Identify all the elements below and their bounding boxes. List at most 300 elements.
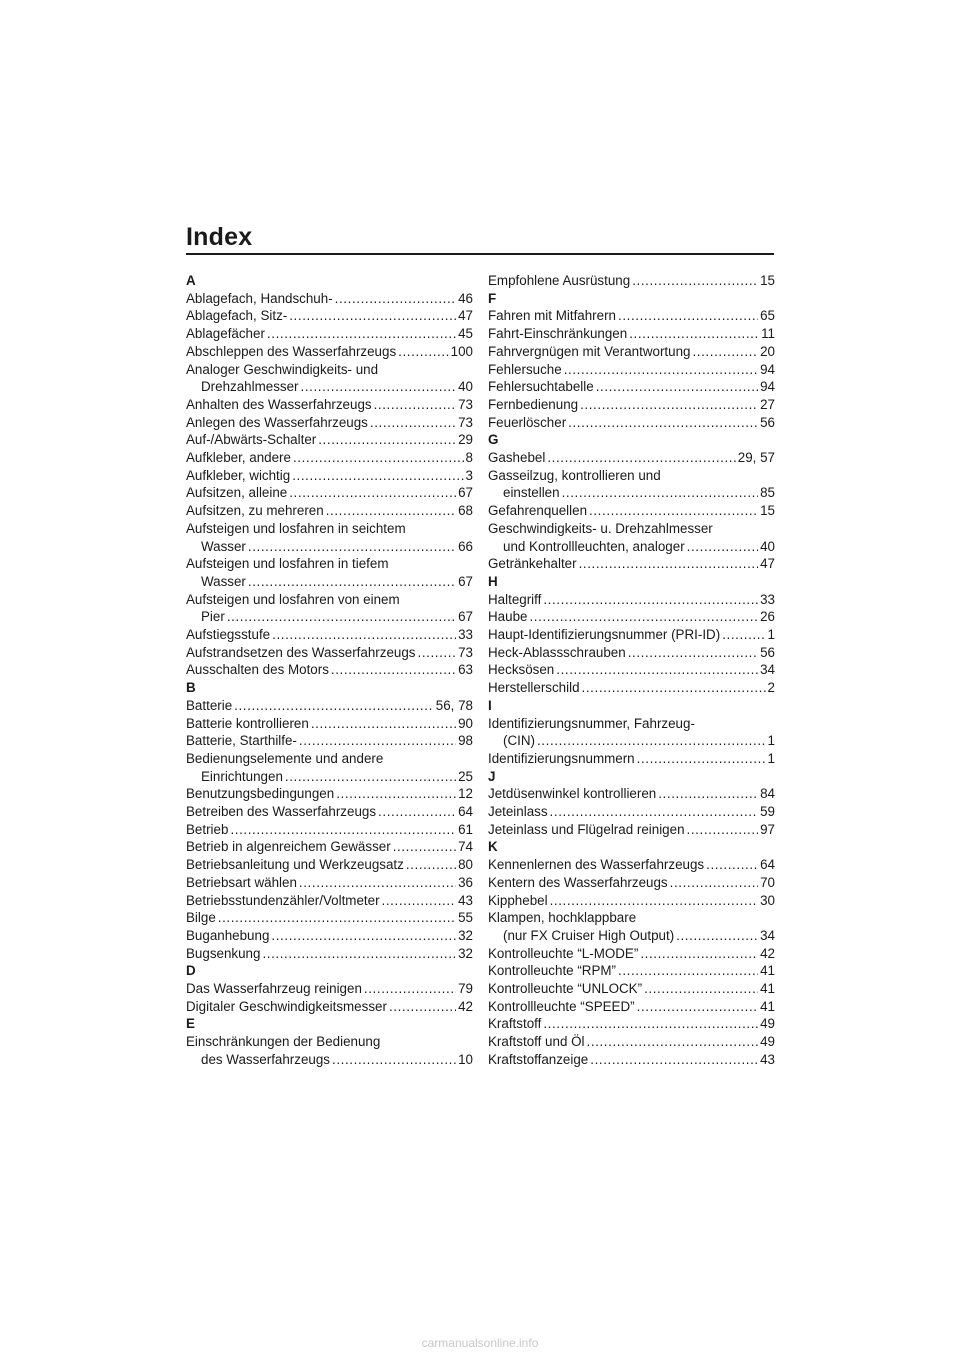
- index-entry-page: 49: [760, 1016, 775, 1032]
- dot-leader: [618, 307, 758, 325]
- index-entry-term: Fahren mit Mitfahrern: [488, 308, 616, 324]
- index-entry-page: 67: [458, 609, 473, 625]
- dot-leader: [550, 892, 759, 910]
- index-column-left: [186, 272, 473, 1069]
- index-entry-page: 34: [760, 662, 775, 678]
- index-entry-term: Wasser: [201, 573, 246, 589]
- index-entry-term: Betriebsart wählen: [186, 874, 297, 890]
- dot-leader: [568, 414, 758, 432]
- index-entry-page: 100: [450, 343, 473, 359]
- dot-leader: [227, 608, 456, 626]
- index-entry: [488, 325, 775, 343]
- index-entry-term: Betrieb: [186, 821, 229, 837]
- index-entry: [488, 821, 775, 839]
- index-entry-heading: Aufsteigen und losfahren in seichtem: [186, 520, 406, 536]
- index-entry-term: Aufsitzen, zu mehreren: [186, 503, 324, 519]
- dot-leader: [706, 856, 758, 874]
- index-entry-term: Jeteinlass: [488, 804, 548, 820]
- index-entry-page: 41: [760, 963, 775, 979]
- index-entry-page: 64: [458, 804, 473, 820]
- index-entry-page: 29, 57: [737, 450, 775, 465]
- index-entry-term: Aufsitzen, alleine: [186, 485, 288, 501]
- index-entry: [186, 484, 473, 502]
- index-entry-term: Betrieb in algenreichem Gewässer: [186, 839, 391, 855]
- dot-leader: [289, 484, 456, 502]
- index-entry-page: 56: [760, 644, 775, 660]
- dot-leader: [234, 697, 434, 715]
- index-entry-page: 55: [458, 910, 473, 926]
- index-entry-term: Kraftstoff und Öl: [488, 1034, 585, 1050]
- index-entry: [186, 325, 473, 343]
- index-entry: [186, 343, 473, 361]
- index-entry-term: Kentern des Wasserfahrzeugs: [488, 874, 668, 890]
- index-entry: [488, 661, 775, 679]
- index-entry-page: 1: [767, 750, 775, 766]
- index-entry: [186, 750, 473, 785]
- dot-leader: [331, 661, 456, 679]
- index-entry-page: 26: [760, 609, 775, 625]
- index-entry-page: 3: [465, 467, 473, 483]
- index-entry: [186, 361, 473, 396]
- index-entry: [488, 750, 775, 768]
- index-entry: [186, 980, 473, 998]
- index-entry-term: Kontrolleuchte “L-MODE”: [488, 945, 639, 961]
- index-entry-term: Aufstiegsstufe: [186, 627, 271, 643]
- index-entry-term: Anlegen des Wasserfahrzeugs: [186, 414, 368, 430]
- index-entry: [488, 626, 775, 644]
- dot-leader: [589, 502, 758, 520]
- index-entry: [488, 909, 775, 944]
- index-entry-page: 45: [458, 326, 473, 342]
- dot-leader: [529, 608, 758, 626]
- dot-leader: [230, 821, 456, 839]
- index-entry: [488, 803, 775, 821]
- index-entry-term: Fehlersuche: [488, 361, 562, 377]
- dot-leader: [582, 679, 766, 697]
- dot-leader: [579, 555, 759, 573]
- index-entry-term: Gefahrenquellen: [488, 503, 588, 519]
- index-entry: [488, 272, 775, 290]
- index-entry-page: 33: [458, 627, 473, 643]
- dot-leader: [629, 325, 759, 343]
- index-letter-heading: A: [186, 273, 196, 288]
- dot-leader: [382, 892, 457, 910]
- dot-leader: [670, 874, 758, 892]
- index-entry-page: 25: [458, 768, 473, 784]
- dot-leader: [537, 732, 766, 750]
- page-title: Index: [186, 223, 253, 251]
- index-entry: [186, 396, 473, 414]
- dot-leader: [640, 945, 758, 963]
- index-entry-term: Ablagefächer: [186, 326, 265, 342]
- index-entry-term: Aufkleber, wichtig: [186, 467, 291, 483]
- dot-leader: [556, 661, 758, 679]
- index-entry-term: Identifizierungsnummern: [488, 750, 635, 766]
- index-entry: [186, 697, 473, 715]
- dot-leader: [336, 785, 456, 803]
- index-entry-term: Jetdüsenwinkel kontrollieren: [488, 786, 657, 802]
- dot-leader: [398, 343, 449, 361]
- index-entry-page: 2: [767, 680, 775, 696]
- index-entry: [488, 396, 775, 414]
- index-letter-heading: H: [488, 573, 498, 589]
- index-entry-page: 12: [458, 786, 473, 802]
- index-entry: [186, 591, 473, 626]
- index-entry: [186, 715, 473, 733]
- index-letter-heading: I: [488, 697, 492, 713]
- index-entry: [186, 626, 473, 644]
- index-entry-page: 98: [458, 733, 473, 749]
- index-entry: [488, 980, 775, 998]
- index-entry: [186, 431, 473, 449]
- index-entry: [186, 856, 473, 874]
- dot-leader: [632, 272, 758, 290]
- dot-leader: [326, 502, 456, 520]
- index-entry-page: 43: [760, 1051, 775, 1067]
- index-entry-term: Bilge: [186, 910, 216, 926]
- dot-leader: [406, 856, 456, 874]
- index-entry-page: 67: [458, 573, 473, 589]
- index-entry-page: 84: [760, 786, 775, 802]
- index-entry-page: 85: [760, 485, 775, 501]
- index-entry-page: 15: [760, 503, 775, 519]
- dot-leader: [587, 1033, 759, 1051]
- dot-leader: [658, 785, 758, 803]
- index-entry-term: Kontrolleuchte “RPM”: [488, 963, 617, 979]
- dot-leader: [218, 909, 456, 927]
- index-entry-page: 1: [767, 733, 775, 749]
- index-entry-page: 27: [760, 396, 775, 412]
- index-entry-page: 34: [760, 927, 775, 943]
- index-entry-page: 59: [760, 804, 775, 820]
- index-entry: [488, 361, 775, 379]
- index-entry-page: 65: [760, 308, 775, 324]
- index-entry-term: Gashebel: [488, 450, 546, 465]
- dot-leader: [285, 768, 456, 786]
- index-entry-page: 49: [760, 1034, 775, 1050]
- index-entry: [186, 945, 473, 963]
- dot-leader: [289, 307, 456, 325]
- index-entry-page: 80: [458, 857, 473, 873]
- index-entry-page: 56, 78: [435, 697, 473, 713]
- dot-leader: [335, 290, 456, 308]
- index-entry: [488, 856, 775, 874]
- dot-leader: [564, 361, 758, 379]
- dot-leader: [311, 715, 456, 733]
- index-entry: [488, 1015, 775, 1033]
- dot-leader: [596, 378, 758, 396]
- dot-leader: [292, 467, 463, 485]
- index-entry-term: Feuerlöscher: [488, 414, 567, 430]
- index-entry-page: 94: [760, 361, 775, 377]
- index-entry-page: 68: [458, 503, 473, 519]
- dot-leader: [299, 732, 456, 750]
- index-entry-term: Das Wasserfahrzeug reinigen: [186, 981, 362, 997]
- index-entry-page: 46: [458, 290, 473, 306]
- index-entry-term: Haube: [488, 609, 528, 625]
- index-entry-page: 56: [760, 414, 775, 430]
- index-letter-heading: B: [186, 680, 196, 696]
- index-entry: [488, 378, 775, 396]
- index-entry-term: Kraftstoff: [488, 1016, 542, 1032]
- index-entry-term: Hecksösen: [488, 662, 555, 678]
- index-entry: [488, 520, 775, 555]
- index-entry: [186, 803, 473, 821]
- index-entry-term: Bugsenkung: [186, 945, 261, 961]
- index-entry-term: Batterie kontrollieren: [186, 715, 309, 731]
- index-entry-page: 30: [760, 892, 775, 908]
- index-entry-heading: Bedienungselemente und andere: [186, 750, 384, 766]
- index-entry: [488, 414, 775, 432]
- index-entry: [488, 892, 775, 910]
- index-entry-term: Wasser: [201, 538, 246, 554]
- index-entry-term: Kontrollleuchte “SPEED”: [488, 998, 635, 1014]
- dot-leader: [393, 838, 456, 856]
- title-rule: [186, 253, 774, 255]
- dot-leader: [637, 998, 758, 1016]
- index-entry-page: 74: [458, 839, 473, 855]
- dot-leader: [692, 343, 758, 361]
- index-entry-page: 94: [760, 379, 775, 395]
- index-entry-page: 29: [458, 432, 473, 448]
- index-entry-term: Fehlersuchtabelle: [488, 379, 594, 395]
- index-entry-term: Ablagefach, Sitz-: [186, 308, 288, 324]
- index-entry-heading: Geschwindigkeits- u. Drehzahlmesser: [488, 520, 713, 536]
- index-entry: [186, 785, 473, 803]
- dot-leader: [562, 484, 759, 502]
- index-entry-page: 43: [458, 892, 473, 908]
- dot-leader: [676, 927, 758, 945]
- index-entry-page: 97: [760, 821, 775, 837]
- index-entry-page: 15: [760, 273, 775, 288]
- dot-leader: [267, 325, 456, 343]
- index-entry-heading: Aufsteigen und losfahren in tiefem: [186, 556, 389, 572]
- index-entry-term: Kontrolleuchte “UNLOCK”: [488, 981, 643, 997]
- index-entry: [186, 644, 473, 662]
- index-entry-page: 66: [458, 538, 473, 554]
- index-entry: [186, 290, 473, 308]
- index-entry-page: 41: [760, 981, 775, 997]
- index-entry-term: Kennenlernen des Wasserfahrzeugs: [488, 857, 705, 873]
- index-entry: [488, 998, 775, 1016]
- dot-leader: [318, 431, 456, 449]
- dot-leader: [272, 626, 456, 644]
- dot-leader: [364, 980, 456, 998]
- index-entry-page: 33: [760, 591, 775, 607]
- dot-leader: [418, 644, 457, 662]
- index-entry: [488, 874, 775, 892]
- dot-leader: [543, 591, 758, 609]
- dot-leader: [301, 378, 457, 396]
- index-entry: [186, 998, 473, 1016]
- index-entry: [186, 892, 473, 910]
- index-entry-term: Empfohlene Ausrüstung: [488, 273, 631, 288]
- dot-leader: [374, 396, 457, 414]
- index-entry-term: (nur FX Cruiser High Output): [503, 927, 675, 943]
- index-entry-page: 11: [761, 326, 775, 342]
- index-entry: [488, 945, 775, 963]
- index-entry-heading: Identifizierungsnummer, Fahrzeug-: [488, 715, 695, 731]
- index-entry-term: Pier: [201, 609, 225, 625]
- index-entry-page: 36: [458, 874, 473, 890]
- dot-leader: [248, 538, 456, 556]
- index-column-right: [488, 272, 775, 1069]
- index-entry-page: 40: [760, 538, 775, 554]
- index-letter-heading: J: [488, 768, 496, 784]
- index-entry: [488, 343, 775, 361]
- index-entry-term: Aufkleber, andere: [186, 450, 291, 466]
- index-letter-heading: E: [186, 1016, 195, 1032]
- index-entry-page: 79: [458, 981, 473, 997]
- index-entry-term: Betriebsanleitung und Werkzeugsatz: [186, 857, 404, 873]
- index-entry-term: Haltegriff: [488, 591, 542, 607]
- index-entry-page: 42: [458, 998, 473, 1014]
- index-entry-page: 64: [760, 857, 775, 873]
- index-entry-term: Auf-/Abwärts-Schalter: [186, 432, 317, 448]
- index-entry: [186, 732, 473, 750]
- dot-leader: [687, 821, 759, 839]
- index-entry-term: Batterie: [186, 697, 233, 713]
- index-entry-term: Buganhebung: [186, 927, 270, 943]
- index-entry: [488, 1033, 775, 1051]
- index-entry-term: Ausschalten des Motors: [186, 662, 329, 678]
- dot-leader: [618, 962, 758, 980]
- index-entry-page: 32: [458, 945, 473, 961]
- dot-leader: [580, 396, 758, 414]
- index-entry-term: Betreiben des Wasserfahrzeugs: [186, 804, 377, 820]
- index-entry-term: Ablagefach, Handschuh-: [186, 290, 333, 306]
- index-entry-page: 73: [458, 396, 473, 412]
- dot-leader: [271, 927, 456, 945]
- watermark: carmanualsonline.info: [421, 1336, 539, 1350]
- index-entry-term: Haupt-Identifizierungsnummer (PRI-ID): [488, 627, 721, 643]
- index-letter-heading: D: [186, 963, 196, 979]
- index-letter-heading: G: [488, 432, 499, 448]
- index-entry: [488, 644, 775, 662]
- index-entry: [488, 1051, 775, 1069]
- index-entry-term: Getränkehalter: [488, 556, 577, 572]
- index-entry-page: 42: [760, 945, 775, 961]
- index-entry: [186, 467, 473, 485]
- index-entry-term: Anhalten des Wasserfahrzeugs: [186, 396, 372, 412]
- index-entry: [186, 838, 473, 856]
- index-entry-page: 73: [458, 644, 473, 660]
- index-entry-heading: Gasseilzug, kontrollieren und: [488, 467, 661, 483]
- dot-leader: [644, 980, 758, 998]
- dot-leader: [628, 644, 758, 662]
- dot-leader: [550, 803, 759, 821]
- index-letter-heading: K: [488, 839, 498, 855]
- index-entry: [186, 909, 473, 927]
- index-entry: [186, 661, 473, 679]
- index-entry: [186, 555, 473, 590]
- dot-leader: [543, 1015, 758, 1033]
- index-entry: [488, 715, 775, 750]
- index-entry-heading: Analoger Geschwindigkeits- und: [186, 361, 379, 377]
- index-entry: [186, 927, 473, 945]
- index-entry: [488, 449, 775, 467]
- index-entry-term: (CIN): [503, 733, 535, 749]
- index-entry-term: Herstellerschild: [488, 680, 580, 696]
- index-entry-term: Benutzungsbedingungen: [186, 786, 335, 802]
- index-entry-term: Batterie, Starthilfe-: [186, 733, 297, 749]
- index-entry-term: Drehzahlmesser: [201, 379, 299, 395]
- index-letter-heading: F: [488, 290, 497, 306]
- index-entry-term: Kraftstoffanzeige: [488, 1051, 589, 1067]
- index-entry-page: 41: [760, 998, 775, 1014]
- index-entry-page: 90: [458, 715, 473, 731]
- index-entry-term: Kipphebel: [488, 892, 548, 908]
- index-entry-page: 20: [760, 343, 775, 359]
- index-entry-page: 63: [458, 662, 473, 678]
- index-entry: [488, 962, 775, 980]
- dot-leader: [722, 626, 765, 644]
- dot-leader: [332, 1051, 456, 1069]
- dot-leader: [547, 449, 735, 467]
- dot-leader: [299, 874, 456, 892]
- index-entry-page: 8: [465, 450, 473, 466]
- index-entry-term: Einrichtungen: [201, 768, 283, 784]
- index-entry-term: Abschleppen des Wasserfahrzeugs: [186, 343, 397, 359]
- index-entry-page: 61: [458, 821, 473, 837]
- index-entry: [186, 414, 473, 432]
- index-entry-term: Betriebsstundenzähler/Voltmeter: [186, 892, 380, 908]
- index-entry: [488, 467, 775, 502]
- index-entry: [488, 785, 775, 803]
- index-entry: [186, 1033, 473, 1068]
- index-entry-page: 32: [458, 927, 473, 943]
- index-entry: [488, 502, 775, 520]
- dot-leader: [590, 1051, 758, 1069]
- index-entry-heading: Einschränkungen der Bedienung: [186, 1034, 381, 1050]
- dot-leader: [248, 573, 456, 591]
- index-entry-page: 40: [458, 379, 473, 395]
- index-entry: [488, 679, 775, 697]
- index-entry: [186, 520, 473, 555]
- index-entry-term: Fahrt-Einschränkungen: [488, 326, 628, 342]
- index-entry: [488, 608, 775, 626]
- index-entry-term: und Kontrollleuchten, analoger: [503, 538, 685, 554]
- index-entry-heading: Aufsteigen und losfahren von einem: [186, 591, 400, 607]
- index-entry-term: einstellen: [503, 485, 560, 501]
- dot-leader: [687, 538, 758, 556]
- dot-leader: [262, 945, 456, 963]
- index-entry-term: Fahrvergnügen mit Verantwortung: [488, 343, 691, 359]
- index-entry-page: 47: [760, 556, 775, 572]
- dot-leader: [293, 449, 464, 467]
- index-entry-term: Fernbedienung: [488, 396, 579, 412]
- index-entry: [186, 821, 473, 839]
- dot-leader: [370, 414, 456, 432]
- index-entry: [186, 502, 473, 520]
- index-entry-page: 70: [760, 874, 775, 890]
- index-entry-page: 67: [458, 485, 473, 501]
- index-entry-term: Jeteinlass und Flügelrad reinigen: [488, 821, 685, 837]
- dot-leader: [637, 750, 766, 768]
- dot-leader: [389, 998, 456, 1016]
- index-entry: [186, 449, 473, 467]
- index-entry: [186, 307, 473, 325]
- index-entry: [488, 591, 775, 609]
- dot-leader: [378, 803, 456, 821]
- index-entry: [488, 555, 775, 573]
- index-entry-term: des Wasserfahrzeugs: [201, 1051, 331, 1067]
- index-entry-page: 10: [458, 1051, 473, 1067]
- index-entry-page: 1: [767, 627, 775, 643]
- index-entry: [488, 307, 775, 325]
- index-entry-term: Heck-Ablassschrauben: [488, 644, 626, 660]
- index-entry: [186, 874, 473, 892]
